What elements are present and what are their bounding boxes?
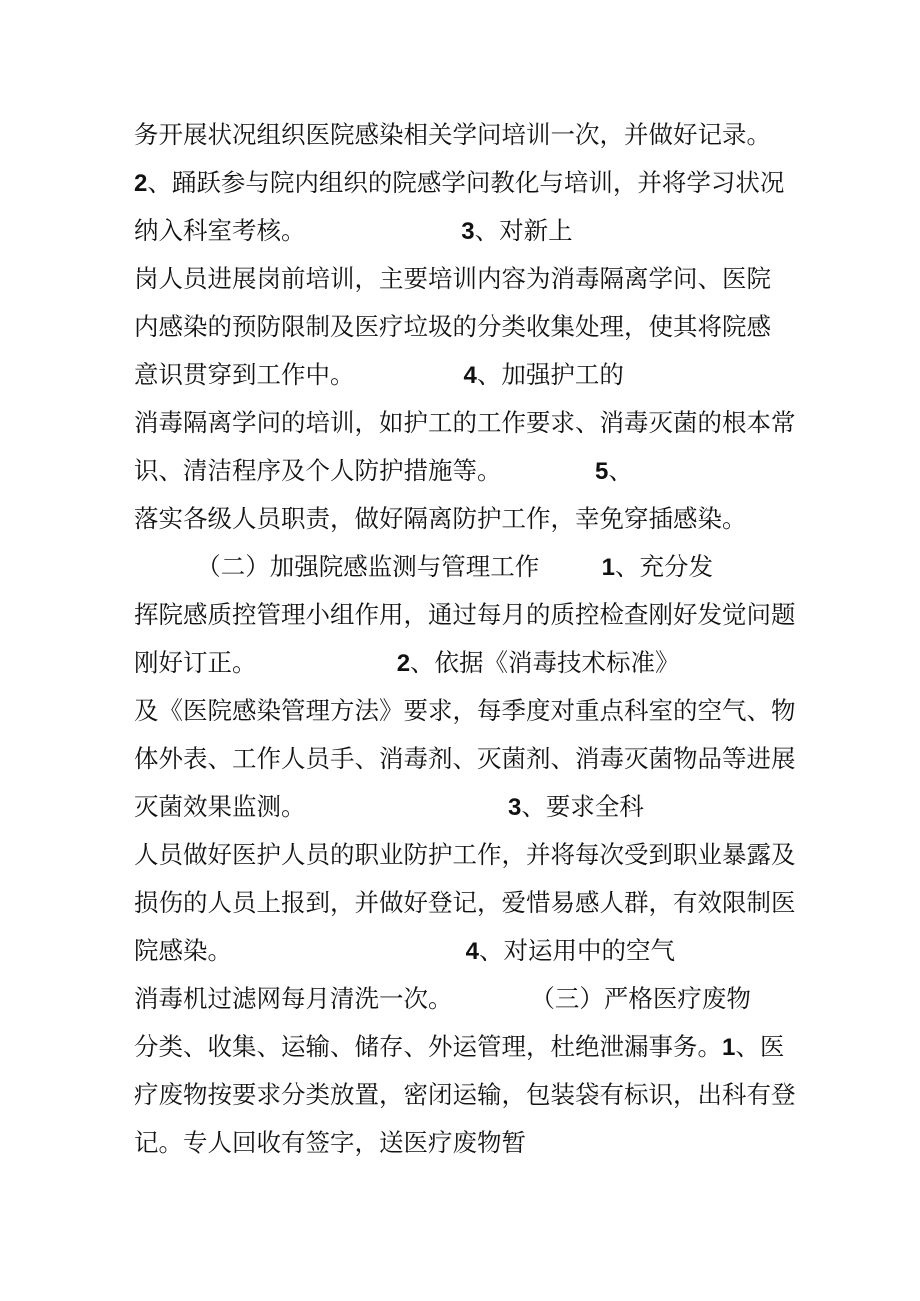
text-segment: 纳入科室考核。 [134,216,462,245]
text-line [134,355,624,395]
list-number: 2 [396,650,411,677]
text-segment: 、依据《消毒技术标准》 [410,648,680,677]
text-line [134,787,644,827]
text-segment: 、对运用中的空气 [479,936,675,965]
text-segment: 疗废物按要求分类放置，密闭运输，包装袋有标识，出科有登 [134,1080,796,1109]
text-segment: 消毒隔离学问的培训，如护工的工作要求、消毒灭菌的根本常 [134,408,796,437]
text-line [134,163,784,203]
text-segment: 挥院感质控管理小组作用，通过每月的质控检查刚好发觉问题 [134,600,796,629]
list-number: 5 [594,458,609,485]
text-line [134,211,573,251]
text-segment: 落实各级人员职责，做好隔离防护工作，幸免穿插感染。 [134,504,747,533]
list-number: 2 [134,170,148,197]
text-line [134,643,680,683]
text-segment: 人员做好医护人员的职业防护工作，并将每次受到职业暴露及 [134,840,796,869]
text-segment: 记。专人回收有签字，送医疗废物暂 [134,1128,526,1157]
text-segment: 意识贯穿到工作中。 [134,360,464,389]
text-segment: 、踊跃参与院内组织的院感学问教化与培训，并将学习状况 [147,168,785,197]
list-number: 3 [461,218,475,245]
text-segment: 灭菌效果监测。 [134,792,508,821]
text-line [134,979,751,1019]
text-line [134,691,796,731]
text-line [134,307,771,347]
text-segment: 务开展状况组织医院感染相关学问培训一次，并做好记录。 [134,120,771,149]
list-number: 4 [465,938,479,965]
text-line [134,835,796,875]
text-segment: 、加强护工的 [476,360,624,389]
text-line [134,739,796,779]
text-segment: 、 [608,456,633,485]
list-number: 4 [463,362,477,389]
text-segment: 分类、收集、运输、储存、外运管理，杜绝泄漏事务。 [134,1032,722,1061]
text-line [134,499,747,539]
text-line [134,403,796,443]
text-segment: 、医 [735,1032,785,1061]
text-line [134,1027,784,1067]
text-line [134,115,771,155]
text-segment: 、要求全科 [521,792,644,821]
text-segment: 内感染的预防限制及医疗垃圾的分类收集处理，使其将院感 [134,312,771,341]
text-line [134,931,675,971]
list-number: 3 [507,794,522,821]
text-segment: 院感染。 [134,936,466,965]
text-line [134,259,771,299]
text-segment: 体外表、工作人员手、消毒剂、灭菌剂、消毒灭菌物品等进展 [134,744,796,773]
text-line [134,883,796,923]
text-line [134,595,796,635]
text-line [134,1123,526,1163]
text-segment: 损伤的人员上报到，并做好登记，爱惜易感人群，有效限制医 [134,888,796,917]
text-segment: 、对新上 [474,216,573,245]
text-line [134,451,633,491]
text-segment: 岗人员进展岗前培训，主要培训内容为消毒隔离学问、医院 [134,264,771,293]
text-segment: 、充分发 [614,552,713,581]
text-segment: （二）加强院感监测与管理工作 [134,552,602,581]
text-line [134,1075,796,1115]
text-segment: 识、清洁程序及个人防护措施等。 [134,456,595,485]
list-number: 1 [601,554,615,581]
list-number: 1 [722,1034,736,1061]
text-line [134,547,713,587]
text-segment: 消毒机过滤网每月清洗一次。 （三）严格医疗废物 [134,984,751,1013]
text-segment: 及《医院感染管理方法》要求，每季度对重点科室的空气、物 [134,696,796,725]
text-segment: 刚好订正。 [134,648,397,677]
